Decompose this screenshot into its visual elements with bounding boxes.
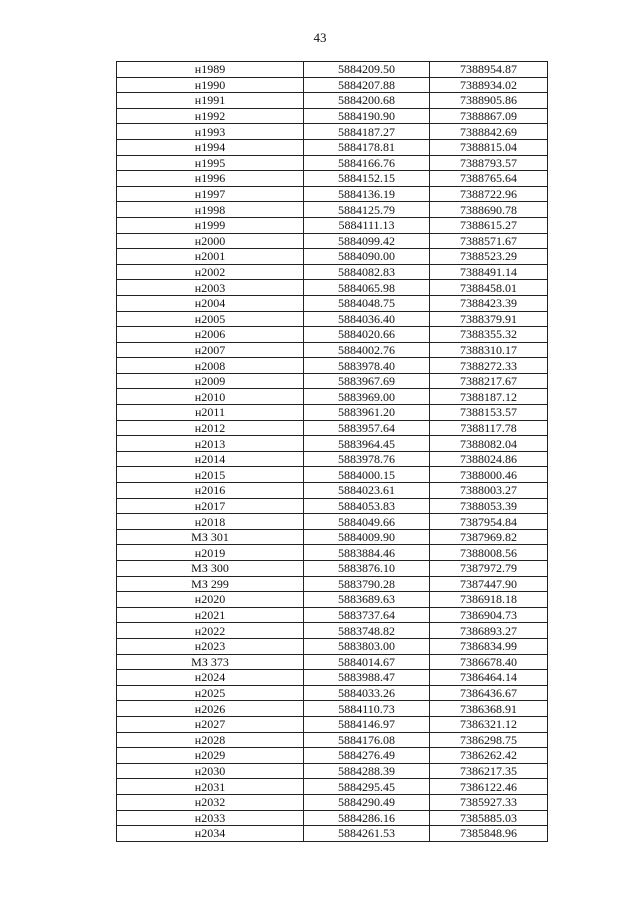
point-name-cell: н1996 [117, 171, 304, 187]
table-row [117, 358, 548, 374]
table-row [117, 810, 548, 826]
table-row [117, 483, 548, 499]
table-row [117, 763, 548, 779]
point-name-cell: н2004 [117, 295, 304, 311]
point-name-cell: МЗ 301 [117, 529, 304, 545]
point-name-cell: н2019 [117, 545, 304, 561]
y-coordinate-cell: 7388310.17 [430, 342, 548, 358]
x-coordinate-cell: 5884290.49 [304, 794, 430, 810]
point-name-cell: н2029 [117, 748, 304, 764]
point-name-cell: н2012 [117, 420, 304, 436]
x-coordinate-cell: 5884146.97 [304, 716, 430, 732]
page-number: 43 [313, 30, 327, 45]
point-name-cell: н2018 [117, 514, 304, 530]
point-name-cell: н2001 [117, 249, 304, 265]
x-coordinate-cell: 5884286.16 [304, 810, 430, 826]
point-name-cell: н2010 [117, 389, 304, 405]
x-coordinate-cell: 5883978.40 [304, 358, 430, 374]
y-coordinate-cell: 7388523.29 [430, 249, 548, 265]
y-coordinate-cell: 7388117.78 [430, 420, 548, 436]
y-coordinate-cell: 7387972.79 [430, 561, 548, 577]
table-row [117, 295, 548, 311]
table-row [117, 420, 548, 436]
y-coordinate-cell: 7386368.91 [430, 701, 548, 717]
table-row [117, 389, 548, 405]
point-name-cell: н2009 [117, 373, 304, 389]
point-name-cell: МЗ 373 [117, 654, 304, 670]
table-row [117, 280, 548, 296]
y-coordinate-cell: 7386298.75 [430, 732, 548, 748]
point-name-cell: н2025 [117, 685, 304, 701]
point-name-cell: н2032 [117, 794, 304, 810]
x-coordinate-cell: 5884200.68 [304, 93, 430, 109]
point-name-cell: МЗ 300 [117, 561, 304, 577]
coordinates-table-body [117, 62, 548, 842]
y-coordinate-cell: 7388153.57 [430, 405, 548, 421]
point-name-cell: н2031 [117, 779, 304, 795]
table-row [117, 748, 548, 764]
table-row [117, 264, 548, 280]
table-row [117, 716, 548, 732]
x-coordinate-cell: 5884049.66 [304, 514, 430, 530]
x-coordinate-cell: 5883790.28 [304, 576, 430, 592]
x-coordinate-cell: 5883884.46 [304, 545, 430, 561]
x-coordinate-cell: 5884099.42 [304, 233, 430, 249]
point-name-cell: н1997 [117, 186, 304, 202]
y-coordinate-cell: 7388082.04 [430, 436, 548, 452]
point-name-cell: н2007 [117, 342, 304, 358]
table-row [117, 62, 548, 78]
x-coordinate-cell: 5883961.20 [304, 405, 430, 421]
y-coordinate-cell: 7387969.82 [430, 529, 548, 545]
point-name-cell: н2003 [117, 280, 304, 296]
y-coordinate-cell: 7388187.12 [430, 389, 548, 405]
x-coordinate-cell: 5884053.83 [304, 498, 430, 514]
y-coordinate-cell: 7386217.35 [430, 763, 548, 779]
y-coordinate-cell: 7385885.03 [430, 810, 548, 826]
coordinates-table [116, 61, 548, 842]
point-name-cell: н2033 [117, 810, 304, 826]
point-name-cell: н2034 [117, 826, 304, 842]
table-row [117, 701, 548, 717]
table-row [117, 529, 548, 545]
y-coordinate-cell: 7386893.27 [430, 623, 548, 639]
y-coordinate-cell: 7386321.12 [430, 716, 548, 732]
table-row [117, 233, 548, 249]
table-row [117, 498, 548, 514]
x-coordinate-cell: 5884178.81 [304, 139, 430, 155]
table-row [117, 545, 548, 561]
table-row [117, 638, 548, 654]
point-name-cell: н2026 [117, 701, 304, 717]
x-coordinate-cell: 5883748.82 [304, 623, 430, 639]
point-name-cell: н1990 [117, 77, 304, 93]
table-row [117, 670, 548, 686]
y-coordinate-cell: 7388867.09 [430, 108, 548, 124]
x-coordinate-cell: 5884136.19 [304, 186, 430, 202]
y-coordinate-cell: 7387447.90 [430, 576, 548, 592]
table-row [117, 124, 548, 140]
y-coordinate-cell: 7388491.14 [430, 264, 548, 280]
x-coordinate-cell: 5884187.27 [304, 124, 430, 140]
table-row [117, 779, 548, 795]
point-name-cell: н2017 [117, 498, 304, 514]
x-coordinate-cell: 5884152.15 [304, 171, 430, 187]
y-coordinate-cell: 7388000.46 [430, 467, 548, 483]
y-coordinate-cell: 7386834.99 [430, 638, 548, 654]
point-name-cell: н2022 [117, 623, 304, 639]
table-row [117, 108, 548, 124]
x-coordinate-cell: 5884166.76 [304, 155, 430, 171]
point-name-cell: н2021 [117, 607, 304, 623]
table-row [117, 623, 548, 639]
table-row [117, 155, 548, 171]
x-coordinate-cell: 5884190.90 [304, 108, 430, 124]
table-row [117, 249, 548, 265]
x-coordinate-cell: 5884295.45 [304, 779, 430, 795]
y-coordinate-cell: 7388934.02 [430, 77, 548, 93]
table-row [117, 93, 548, 109]
table-row [117, 77, 548, 93]
x-coordinate-cell: 5883803.00 [304, 638, 430, 654]
x-coordinate-cell: 5883689.63 [304, 592, 430, 608]
table-row [117, 436, 548, 452]
point-name-cell: н2023 [117, 638, 304, 654]
point-name-cell: н1995 [117, 155, 304, 171]
x-coordinate-cell: 5884009.90 [304, 529, 430, 545]
x-coordinate-cell: 5884014.67 [304, 654, 430, 670]
point-name-cell: н2000 [117, 233, 304, 249]
x-coordinate-cell: 5884000.15 [304, 467, 430, 483]
point-name-cell: н2027 [117, 716, 304, 732]
x-coordinate-cell: 5884176.08 [304, 732, 430, 748]
x-coordinate-cell: 5884276.49 [304, 748, 430, 764]
y-coordinate-cell: 7386122.46 [430, 779, 548, 795]
point-name-cell: н1994 [117, 139, 304, 155]
table-row [117, 451, 548, 467]
table-row [117, 654, 548, 670]
point-name-cell: н2013 [117, 436, 304, 452]
x-coordinate-cell: 5884110.73 [304, 701, 430, 717]
table-row [117, 732, 548, 748]
point-name-cell: н2005 [117, 311, 304, 327]
point-name-cell: н1992 [117, 108, 304, 124]
y-coordinate-cell: 7388003.27 [430, 483, 548, 499]
y-coordinate-cell: 7388722.96 [430, 186, 548, 202]
x-coordinate-cell: 5883957.64 [304, 420, 430, 436]
x-coordinate-cell: 5884090.00 [304, 249, 430, 265]
x-coordinate-cell: 5883978.76 [304, 451, 430, 467]
y-coordinate-cell: 7388458.01 [430, 280, 548, 296]
y-coordinate-cell: 7388815.04 [430, 139, 548, 155]
y-coordinate-cell: 7388355.32 [430, 327, 548, 343]
x-coordinate-cell: 5884207.88 [304, 77, 430, 93]
y-coordinate-cell: 7386904.73 [430, 607, 548, 623]
y-coordinate-cell: 7388379.91 [430, 311, 548, 327]
y-coordinate-cell: 7388024.86 [430, 451, 548, 467]
x-coordinate-cell: 5884036.40 [304, 311, 430, 327]
y-coordinate-cell: 7388765.64 [430, 171, 548, 187]
y-coordinate-cell: 7388217.67 [430, 373, 548, 389]
point-name-cell: н2006 [117, 327, 304, 343]
point-name-cell: МЗ 299 [117, 576, 304, 592]
x-coordinate-cell: 5884033.26 [304, 685, 430, 701]
y-coordinate-cell: 7386918.18 [430, 592, 548, 608]
x-coordinate-cell: 5884111.13 [304, 217, 430, 233]
y-coordinate-cell: 7386436.67 [430, 685, 548, 701]
x-coordinate-cell: 5883967.69 [304, 373, 430, 389]
y-coordinate-cell: 7388571.67 [430, 233, 548, 249]
point-name-cell: н1989 [117, 62, 304, 78]
y-coordinate-cell: 7385848.96 [430, 826, 548, 842]
y-coordinate-cell: 7388793.57 [430, 155, 548, 171]
y-coordinate-cell: 7388615.27 [430, 217, 548, 233]
table-row [117, 467, 548, 483]
table-row [117, 171, 548, 187]
point-name-cell: н2030 [117, 763, 304, 779]
y-coordinate-cell: 7388008.56 [430, 545, 548, 561]
table-row [117, 202, 548, 218]
x-coordinate-cell: 5884261.53 [304, 826, 430, 842]
table-row [117, 217, 548, 233]
y-coordinate-cell: 7385927.33 [430, 794, 548, 810]
x-coordinate-cell: 5884023.61 [304, 483, 430, 499]
table-row [117, 327, 548, 343]
table-row [117, 685, 548, 701]
y-coordinate-cell: 7387954.84 [430, 514, 548, 530]
x-coordinate-cell: 5883964.45 [304, 436, 430, 452]
y-coordinate-cell: 7386262.42 [430, 748, 548, 764]
point-name-cell: н2011 [117, 405, 304, 421]
table-row [117, 186, 548, 202]
table-row [117, 592, 548, 608]
point-name-cell: н2016 [117, 483, 304, 499]
table-row [117, 794, 548, 810]
table-row [117, 561, 548, 577]
point-name-cell: н1993 [117, 124, 304, 140]
table-row [117, 514, 548, 530]
y-coordinate-cell: 7386464.14 [430, 670, 548, 686]
y-coordinate-cell: 7388423.39 [430, 295, 548, 311]
point-name-cell: н1998 [117, 202, 304, 218]
table-row [117, 576, 548, 592]
point-name-cell: н2020 [117, 592, 304, 608]
point-name-cell: н2014 [117, 451, 304, 467]
x-coordinate-cell: 5883876.10 [304, 561, 430, 577]
table-row [117, 405, 548, 421]
x-coordinate-cell: 5884125.79 [304, 202, 430, 218]
table-row [117, 607, 548, 623]
table-row [117, 826, 548, 842]
x-coordinate-cell: 5884209.50 [304, 62, 430, 78]
point-name-cell: н2015 [117, 467, 304, 483]
table-row [117, 311, 548, 327]
table-row [117, 139, 548, 155]
x-coordinate-cell: 5883737.64 [304, 607, 430, 623]
y-coordinate-cell: 7388690.78 [430, 202, 548, 218]
y-coordinate-cell: 7388954.87 [430, 62, 548, 78]
x-coordinate-cell: 5884082.83 [304, 264, 430, 280]
y-coordinate-cell: 7388053.39 [430, 498, 548, 514]
point-name-cell: н1991 [117, 93, 304, 109]
point-name-cell: н2008 [117, 358, 304, 374]
point-name-cell: н1999 [117, 217, 304, 233]
x-coordinate-cell: 5883969.00 [304, 389, 430, 405]
point-name-cell: н2002 [117, 264, 304, 280]
x-coordinate-cell: 5884288.39 [304, 763, 430, 779]
x-coordinate-cell: 5884065.98 [304, 280, 430, 296]
point-name-cell: н2028 [117, 732, 304, 748]
point-name-cell: н2024 [117, 670, 304, 686]
y-coordinate-cell: 7388905.86 [430, 93, 548, 109]
x-coordinate-cell: 5883988.47 [304, 670, 430, 686]
x-coordinate-cell: 5884002.76 [304, 342, 430, 358]
table-row [117, 342, 548, 358]
y-coordinate-cell: 7386678.40 [430, 654, 548, 670]
x-coordinate-cell: 5884020.66 [304, 327, 430, 343]
y-coordinate-cell: 7388842.69 [430, 124, 548, 140]
y-coordinate-cell: 7388272.33 [430, 358, 548, 374]
table-row [117, 373, 548, 389]
x-coordinate-cell: 5884048.75 [304, 295, 430, 311]
